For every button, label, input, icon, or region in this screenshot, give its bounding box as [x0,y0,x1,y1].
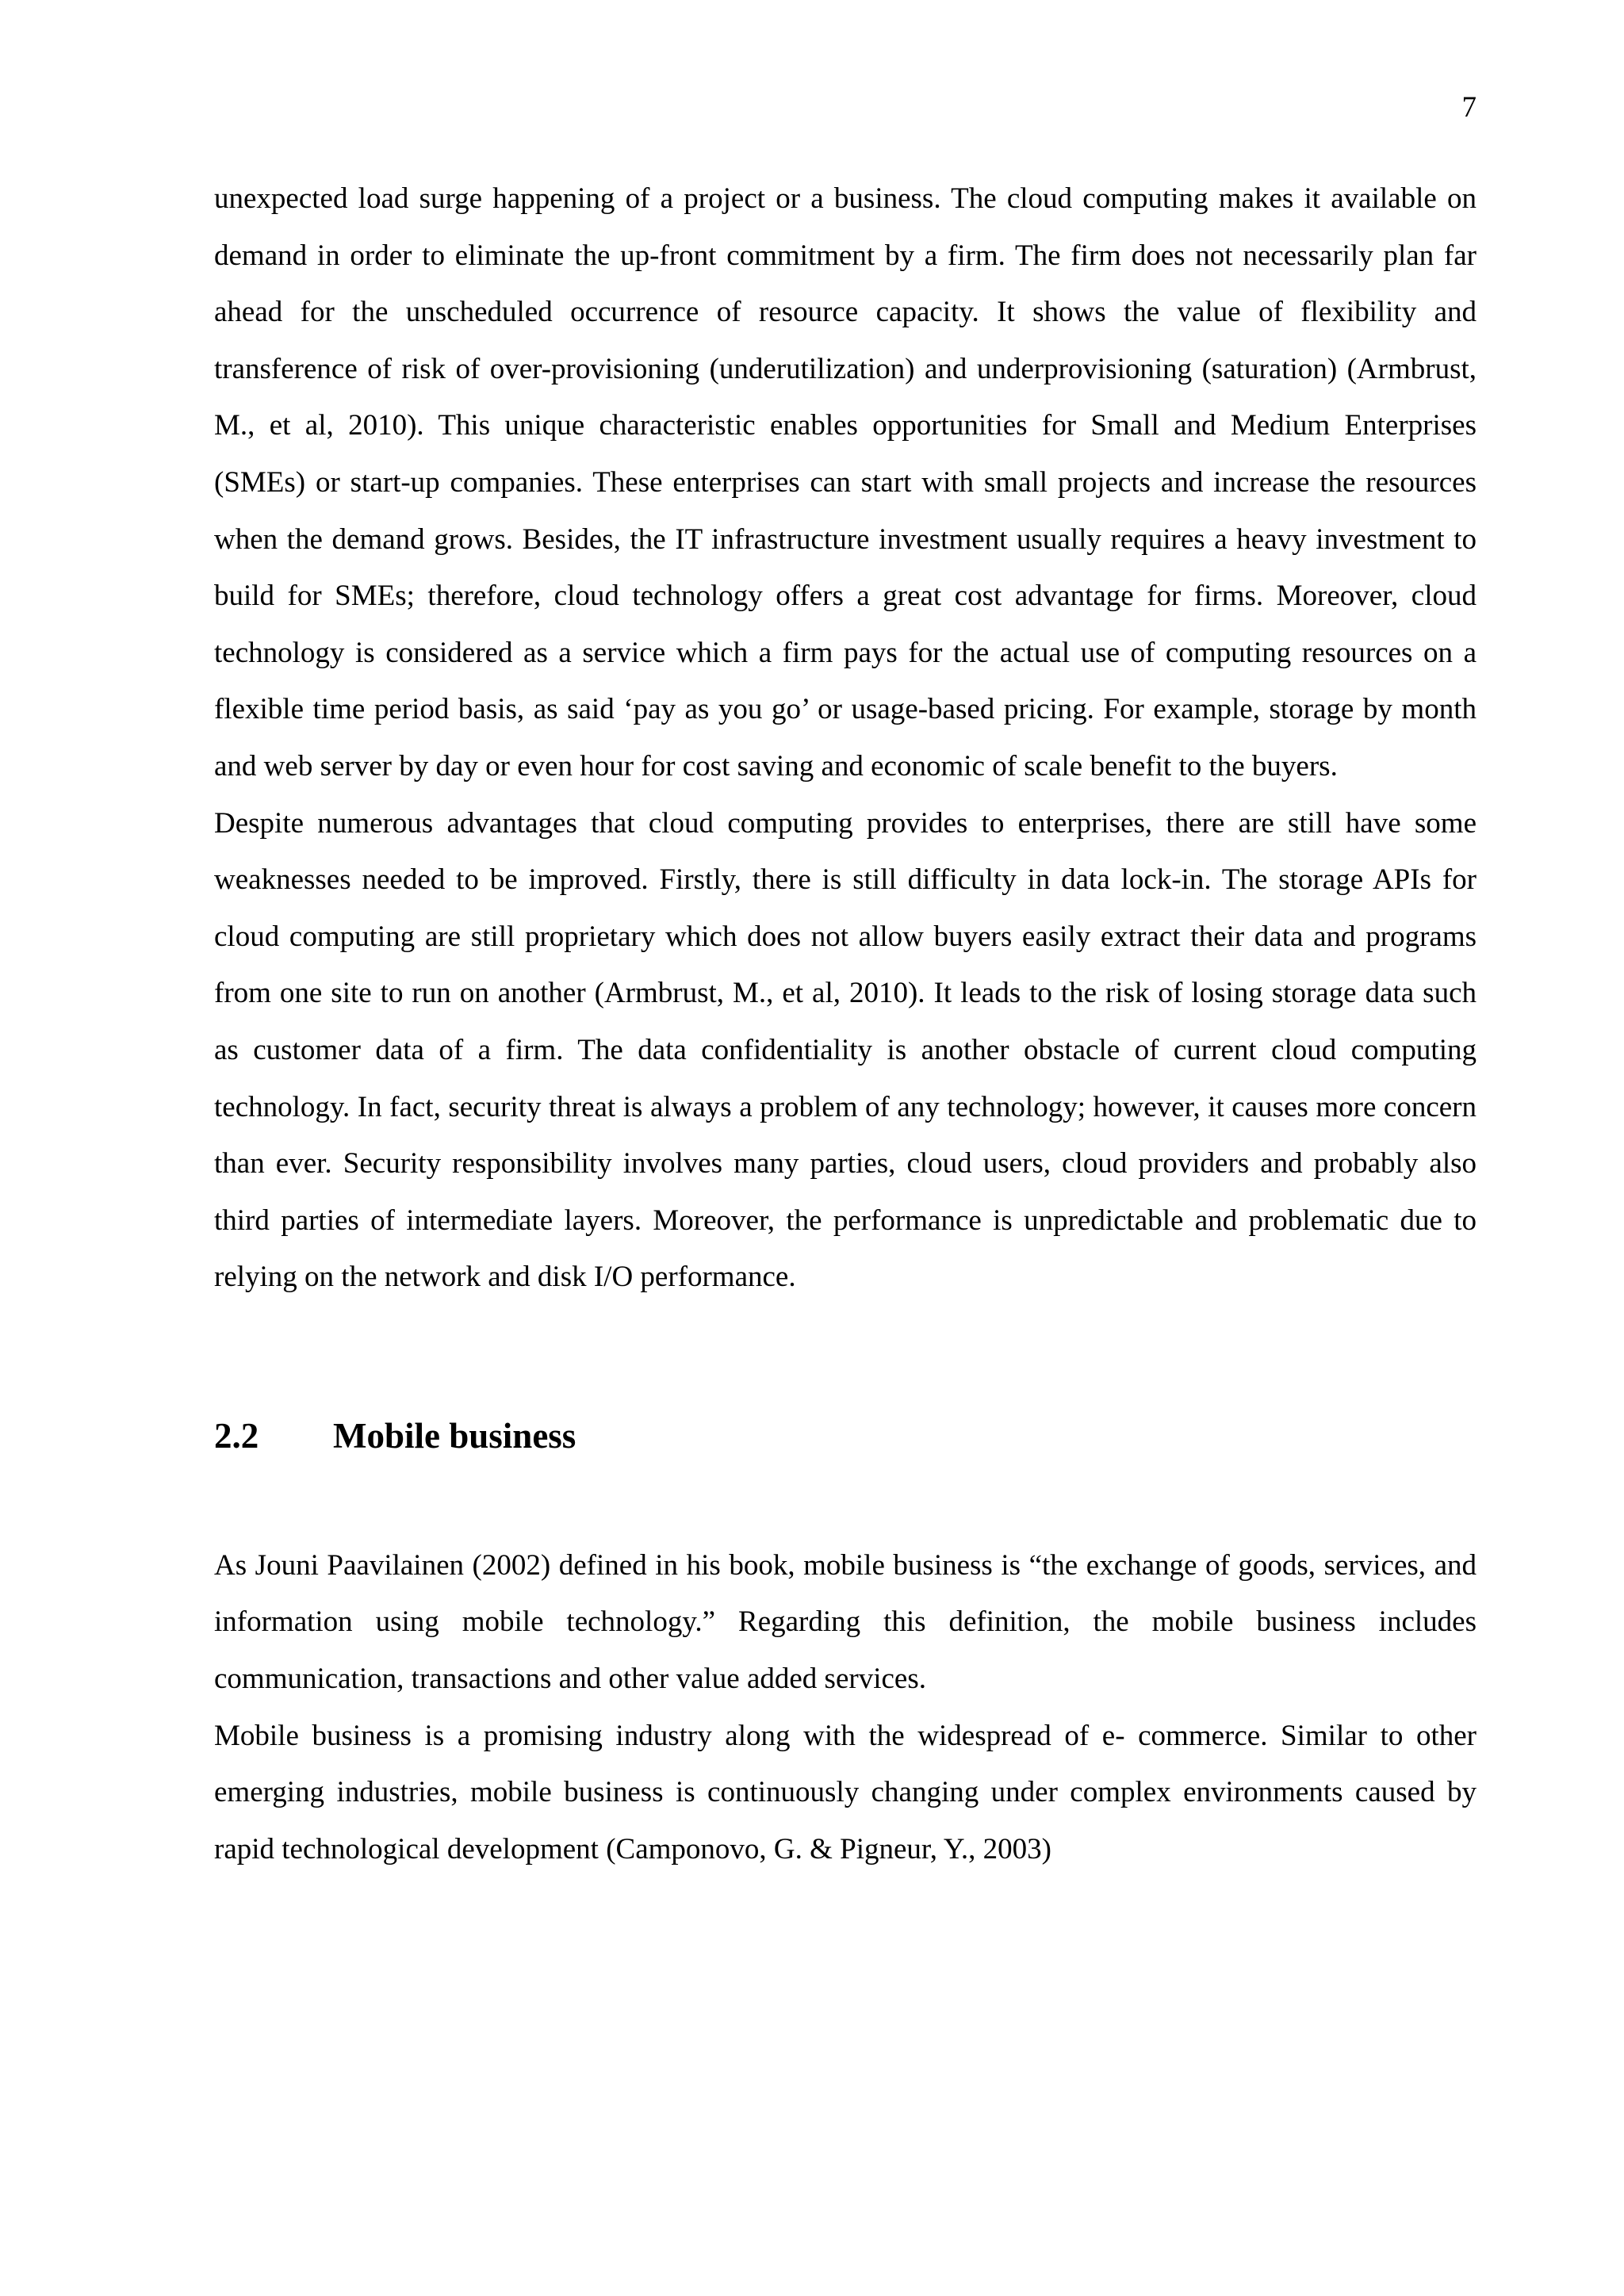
page-number: 7 [1461,91,1477,124]
section-title: Mobile business [333,1415,576,1456]
paragraph-mobile-industry: Mobile business is a promising industry along with the widespread of e- commerce. Similar to other emerging industries, mobile business is continuously changing under complex environments caused by rapid technological development (Camponovo, G. & Pigneur, Y., 2003) [214,1719,1477,1866]
paragraph-cloud-weaknesses: Despite numerous advantages that cloud computing provides to enterprises, there are still have some weaknesses needed to be improved. Firstly, there is still difficulty in data lock-in. The storage APIs for cloud computing are still proprietary which does not allow buyers easily extract their data and programs from one site to run on another (Armbrust, M., et al, 2010). It leads to the risk of losing storage data such as customer data of a firm. The data confidentiality is another obstacle of current cloud computing technology. In fact, security threat is always a problem of any technology; however, it causes more concern than ever. Security responsibility involves many parties, cloud users, cloud providers and probably also third parties of intermediate layers. Moreover, the performance is unpredictable and problematic due to relying on the network and disk I/O performance. [214,806,1477,1294]
document-body [214,170,1477,1877]
section-heading [214,1412,1477,1460]
paragraph-cloud-advantages: unexpected load surge happening of a project or a business. The cloud computing makes it available on demand in order to eliminate the up-front commitment by a firm. The firm does not necessarily plan far ahead for the unscheduled occurrence of resource capacity. It shows the value of flexibility and transference of risk of over-provisioning (underutilization) and underprovisioning (saturation) (Armbrust, M., et al, 2010). This unique characteristic enables opportunities for Small and Medium Enterprises (SMEs) or start-up companies. These enterprises can start with small projects and increase the resources when the demand grows. Besides, the IT infrastructure investment usually requires a heavy investment to build for SMEs; therefore, cloud technology offers a great cost advantage for firms. Moreover, cloud technology is considered as a service which a firm pays for the actual use of computing resources on a flexible time period basis, as said ‘pay as you go’ or usage-based pricing. For example, storage by month and web server by day or even hour for cost saving and economic of scale benefit to the buyers. [214,182,1477,783]
section-number: 2.2 [214,1415,259,1456]
paragraph-mobile-definition: As Jouni Paavilainen (2002) defined in his book, mobile business is “the exchange of goods, services, and information using mobile technology.” Regarding this definition, the mobile business includes communication, transactions and other value added services. [214,1548,1477,1696]
